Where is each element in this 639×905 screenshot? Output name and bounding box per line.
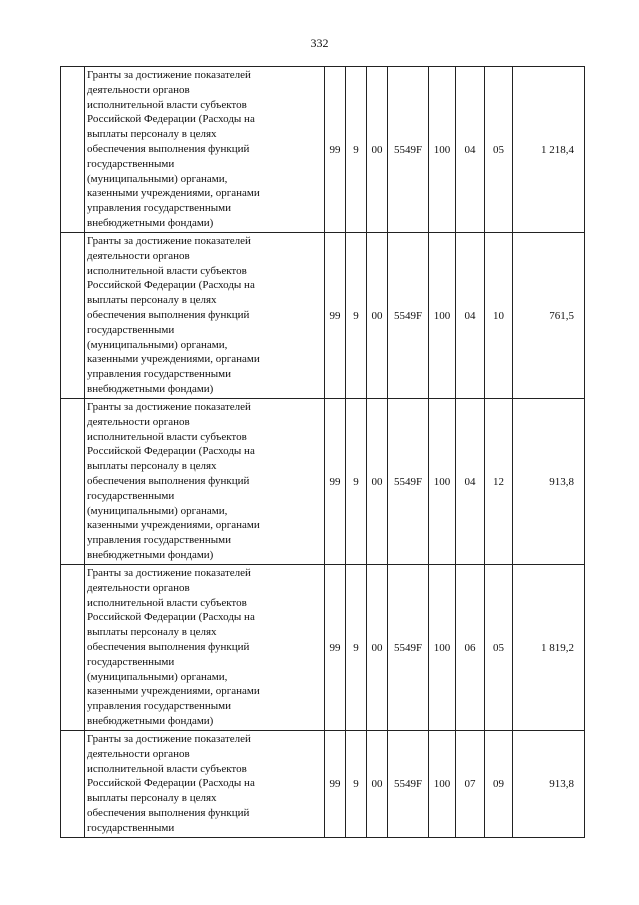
description-line: обеспечения выполнения функций (87, 474, 250, 487)
subsection-cell: 12 (485, 399, 513, 565)
blank-cell (61, 731, 85, 838)
table-row (61, 565, 585, 731)
description-line: государственными (87, 821, 175, 834)
expense-type-cell: 100 (429, 399, 456, 565)
description-line: выплаты персоналу в целях (87, 460, 217, 473)
blank-cell (61, 565, 85, 731)
budget-table (60, 66, 585, 838)
amount-cell: 1 218,4 (513, 67, 585, 233)
main-event-code-cell: 00 (367, 233, 388, 399)
section-cell: 06 (456, 565, 485, 731)
amount-cell: 1 819,2 (513, 565, 585, 731)
description-line: казенными учреждениями, органами (87, 187, 260, 200)
program-code-cell: 99 (325, 399, 346, 565)
description-line: выплаты персоналу в целях (87, 294, 217, 307)
subprogram-code-cell: 9 (346, 565, 367, 731)
description-line: государственными (87, 489, 175, 502)
blank-cell (61, 67, 85, 233)
description-line: (муниципальными) органами, (87, 172, 228, 185)
expense-type-cell: 100 (429, 731, 456, 838)
subsection-cell: 05 (485, 565, 513, 731)
section-cell: 04 (456, 399, 485, 565)
program-code-cell: 99 (325, 731, 346, 838)
description-line: Гранты за достижение показателей (87, 235, 251, 247)
expense-type-cell: 100 (429, 233, 456, 399)
table-row (61, 731, 585, 838)
amount-cell: 761,5 (513, 233, 585, 399)
main-event-code-cell: 00 (367, 731, 388, 838)
description-line: государственными (87, 157, 175, 170)
section-cell: 04 (456, 233, 485, 399)
description-line: исполнительной власти субъектов (87, 264, 247, 277)
description-line: Гранты за достижение показателей (87, 567, 251, 579)
description-line: государственными (87, 655, 175, 668)
description-line: обеспечения выполнения функций (87, 806, 250, 819)
subprogram-code-cell: 9 (346, 731, 367, 838)
main-event-code-cell: 00 (367, 399, 388, 565)
section-cell: 04 (456, 67, 485, 233)
description-cell (85, 233, 325, 399)
direction-code-cell: 5549F (388, 67, 429, 233)
subprogram-code-cell: 9 (346, 399, 367, 565)
description-line: управления государственными (87, 534, 232, 547)
description-line: деятельности органов (87, 747, 190, 760)
description-line: внебюджетными фондами) (87, 714, 214, 727)
description-line: Гранты за достижение показателей (87, 733, 251, 745)
description-line: Российской Федерации (Расходы на (87, 279, 255, 292)
direction-code-cell: 5549F (388, 233, 429, 399)
description-line: казенными учреждениями, органами (87, 519, 260, 532)
description-line: деятельности органов (87, 415, 190, 428)
description-line: казенными учреждениями, органами (87, 685, 260, 698)
subsection-cell: 10 (485, 233, 513, 399)
description-line: Гранты за достижение показателей (87, 69, 251, 81)
description-line: государственными (87, 323, 175, 336)
description-line: обеспечения выполнения функций (87, 308, 250, 321)
description-line: внебюджетными фондами) (87, 382, 214, 395)
description-line: Российской Федерации (Расходы на (87, 445, 255, 458)
program-code-cell: 99 (325, 565, 346, 731)
description-cell (85, 399, 325, 565)
description-line: Российской Федерации (Расходы на (87, 611, 255, 624)
description-line: исполнительной власти субъектов (87, 430, 247, 443)
direction-code-cell: 5549F (388, 399, 429, 565)
amount-cell: 913,8 (513, 731, 585, 838)
description-line: исполнительной власти субъектов (87, 596, 247, 609)
program-code-cell: 99 (325, 67, 346, 233)
description-line: исполнительной власти субъектов (87, 98, 247, 111)
description-line: выплаты персоналу в целях (87, 792, 217, 805)
description-line: управления государственными (87, 368, 232, 381)
description-line: Российской Федерации (Расходы на (87, 777, 255, 790)
subsection-cell: 09 (485, 731, 513, 838)
subprogram-code-cell: 9 (346, 67, 367, 233)
description-cell (85, 67, 325, 233)
description-line: (муниципальными) органами, (87, 670, 228, 683)
table-row (61, 233, 585, 399)
description-line: деятельности органов (87, 581, 190, 594)
description-line: обеспечения выполнения функций (87, 142, 250, 155)
expense-type-cell: 100 (429, 565, 456, 731)
description-line: управления государственными (87, 700, 232, 713)
description-line: управления государственными (87, 202, 232, 215)
description-line: внебюджетными фондами) (87, 216, 214, 229)
program-code-cell: 99 (325, 233, 346, 399)
description-line: выплаты персоналу в целях (87, 128, 217, 141)
description-line: казенными учреждениями, органами (87, 353, 260, 366)
table-row (61, 399, 585, 565)
description-line: обеспечения выполнения функций (87, 640, 250, 653)
description-line: выплаты персоналу в целях (87, 626, 217, 639)
description-line: (муниципальными) органами, (87, 504, 228, 517)
description-line: внебюджетными фондами) (87, 548, 214, 561)
description-line: Гранты за достижение показателей (87, 401, 251, 413)
blank-cell (61, 399, 85, 565)
direction-code-cell: 5549F (388, 731, 429, 838)
subsection-cell: 05 (485, 67, 513, 233)
main-event-code-cell: 00 (367, 565, 388, 731)
description-line: Российской Федерации (Расходы на (87, 113, 255, 126)
description-line: деятельности органов (87, 249, 190, 262)
description-line: исполнительной власти субъектов (87, 762, 247, 775)
section-cell: 07 (456, 731, 485, 838)
expense-type-cell: 100 (429, 67, 456, 233)
main-event-code-cell: 00 (367, 67, 388, 233)
amount-cell: 913,8 (513, 399, 585, 565)
subprogram-code-cell: 9 (346, 233, 367, 399)
table-row (61, 67, 585, 233)
page-number: 332 (310, 36, 329, 50)
description-cell (85, 565, 325, 731)
description-line: (муниципальными) органами, (87, 338, 228, 351)
description-line: деятельности органов (87, 83, 190, 96)
description-cell (85, 731, 325, 838)
blank-cell (61, 233, 85, 399)
direction-code-cell: 5549F (388, 565, 429, 731)
